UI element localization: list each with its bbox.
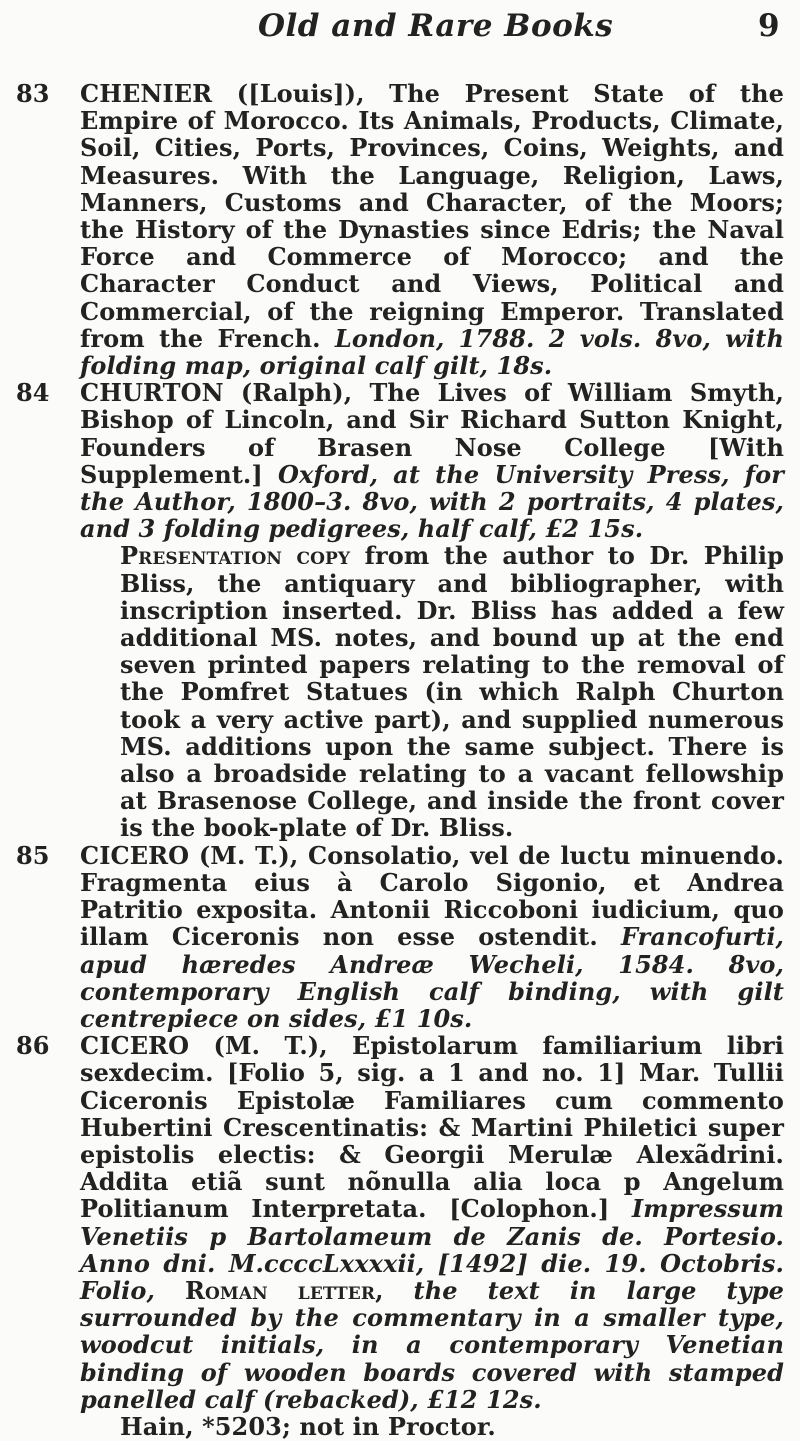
entry-imprint: Francofurti, apud hæredes Andreæ Wecheli, 1584. 8vo, contemporary English calf binding, with gilt centrepiece on sides, £1 10s.: [80, 922, 784, 1033]
running-title: Old and Rare Books: [258, 8, 614, 44]
entry-description: The Present State of the Empire of Morocco. Its Animals, Products, Climate, Soil, Cities, Ports, Provinces, Coins, Weights, and Measures. With the Language, Religion, Laws, Manners, Customs and Character, of the Moors; the History of the Dynasties since Edris; the Naval Force and Commerce of Morocco; and the Character Conduct and Views, Political and Commercial, of the reigning Emperor. Translated from the French.: [80, 79, 784, 353]
entry-letter-type: Roman letter,: [154, 1275, 384, 1305]
catalogue-entry: [0, 80, 800, 379]
entry-imprint: Impressum Venetiis p Bartolameum de Zanis de. Portesio. Anno dni. M.ccccLxxxxii, [1492] die. 19. Octobris. Folio,: [80, 1194, 784, 1305]
page-number: 9: [758, 8, 780, 44]
entry-description: Epistolarum familiarium libri sexdecim. [Folio 5, sig. a 1 and no. 1] Mar. Tullii Ciceronis Epistolæ Familiares cum commento Hubertini Crescentinatis: & Martini Philetici super epistolis electis: & Georgii Merulæ Alexãdrini. Addita etiã sunt nõnulla alia loca p Angelum Politianum Interpretata. [Colophon.]: [80, 1031, 784, 1224]
entry-number: 84: [16, 378, 50, 408]
entry-author: CICERO (M. T.),: [80, 840, 299, 870]
entry-binding: the text in large type surrounded by the commentary in a smaller type, woodcut initials, in a contemporary Venetian binding of wooden boards covered with stamped panelled calf (rebacked), £12 12s.: [80, 1275, 784, 1414]
entry-note: [80, 542, 784, 841]
entry-number: 86: [16, 1031, 50, 1061]
note-lead: Presentation copy: [120, 541, 351, 571]
entry-text: [80, 1032, 784, 1413]
page-header: [0, 0, 800, 60]
entry-author: CICERO (M. T.),: [80, 1031, 328, 1061]
entry-text: [80, 379, 784, 542]
entry-imprint: London, 1788. 2 vols. 8vo, with folding map, original calf gilt, 18s.: [80, 323, 784, 381]
catalogue-entries: [0, 80, 800, 1440]
catalogue-entry: [0, 1032, 800, 1440]
entry-author: CHENIER ([Louis]),: [80, 79, 365, 108]
entry-author: CHURTON (Ralph),: [80, 378, 353, 408]
entry-imprint: Oxford, at the University Press, for the Author, 1800–3. 8vo, with 2 portraits, 4 plates, and 3 folding pedigrees, half calf, £2 15s.: [80, 459, 784, 544]
entry-description: The Lives of William Smyth, Bishop of Lincoln, and Sir Richard Sutton Knight, Founders of Brasen Nose College [With Supplement.]: [80, 378, 784, 489]
catalogue-entry: [0, 842, 800, 1032]
note-text: from the author to Dr. Philip Bliss, the antiquary and bibliographer, with inscription inserted. Dr. Bliss has added a few additional MS. notes, and bound up at the end seven printed papers relating to the removal of the Pomfret Statues (in which Ralph Churton took a very active part), and supplied numerous MS. additions upon the same subject. There is also a broadside relating to a vacant fellowship at Brasenose College, and inside the front cover is the book-plate of Dr. Bliss.: [120, 541, 784, 843]
entry-number: 85: [16, 840, 50, 870]
entry-note: Hain, *5203; not in Proctor.: [120, 1411, 496, 1441]
catalogue-entry: [0, 379, 800, 841]
entry-description: Consolatio, vel de luctu minuendo. Fragmenta eius à Carolo Sigonio, et Andrea Patritio exposita. Antonii Riccoboni iudicium, quo illam Ciceronis non esse ostendit.: [80, 840, 784, 952]
entry-number: 83: [16, 79, 50, 108]
entry-text: [80, 842, 784, 1032]
entry-text: [80, 80, 784, 379]
